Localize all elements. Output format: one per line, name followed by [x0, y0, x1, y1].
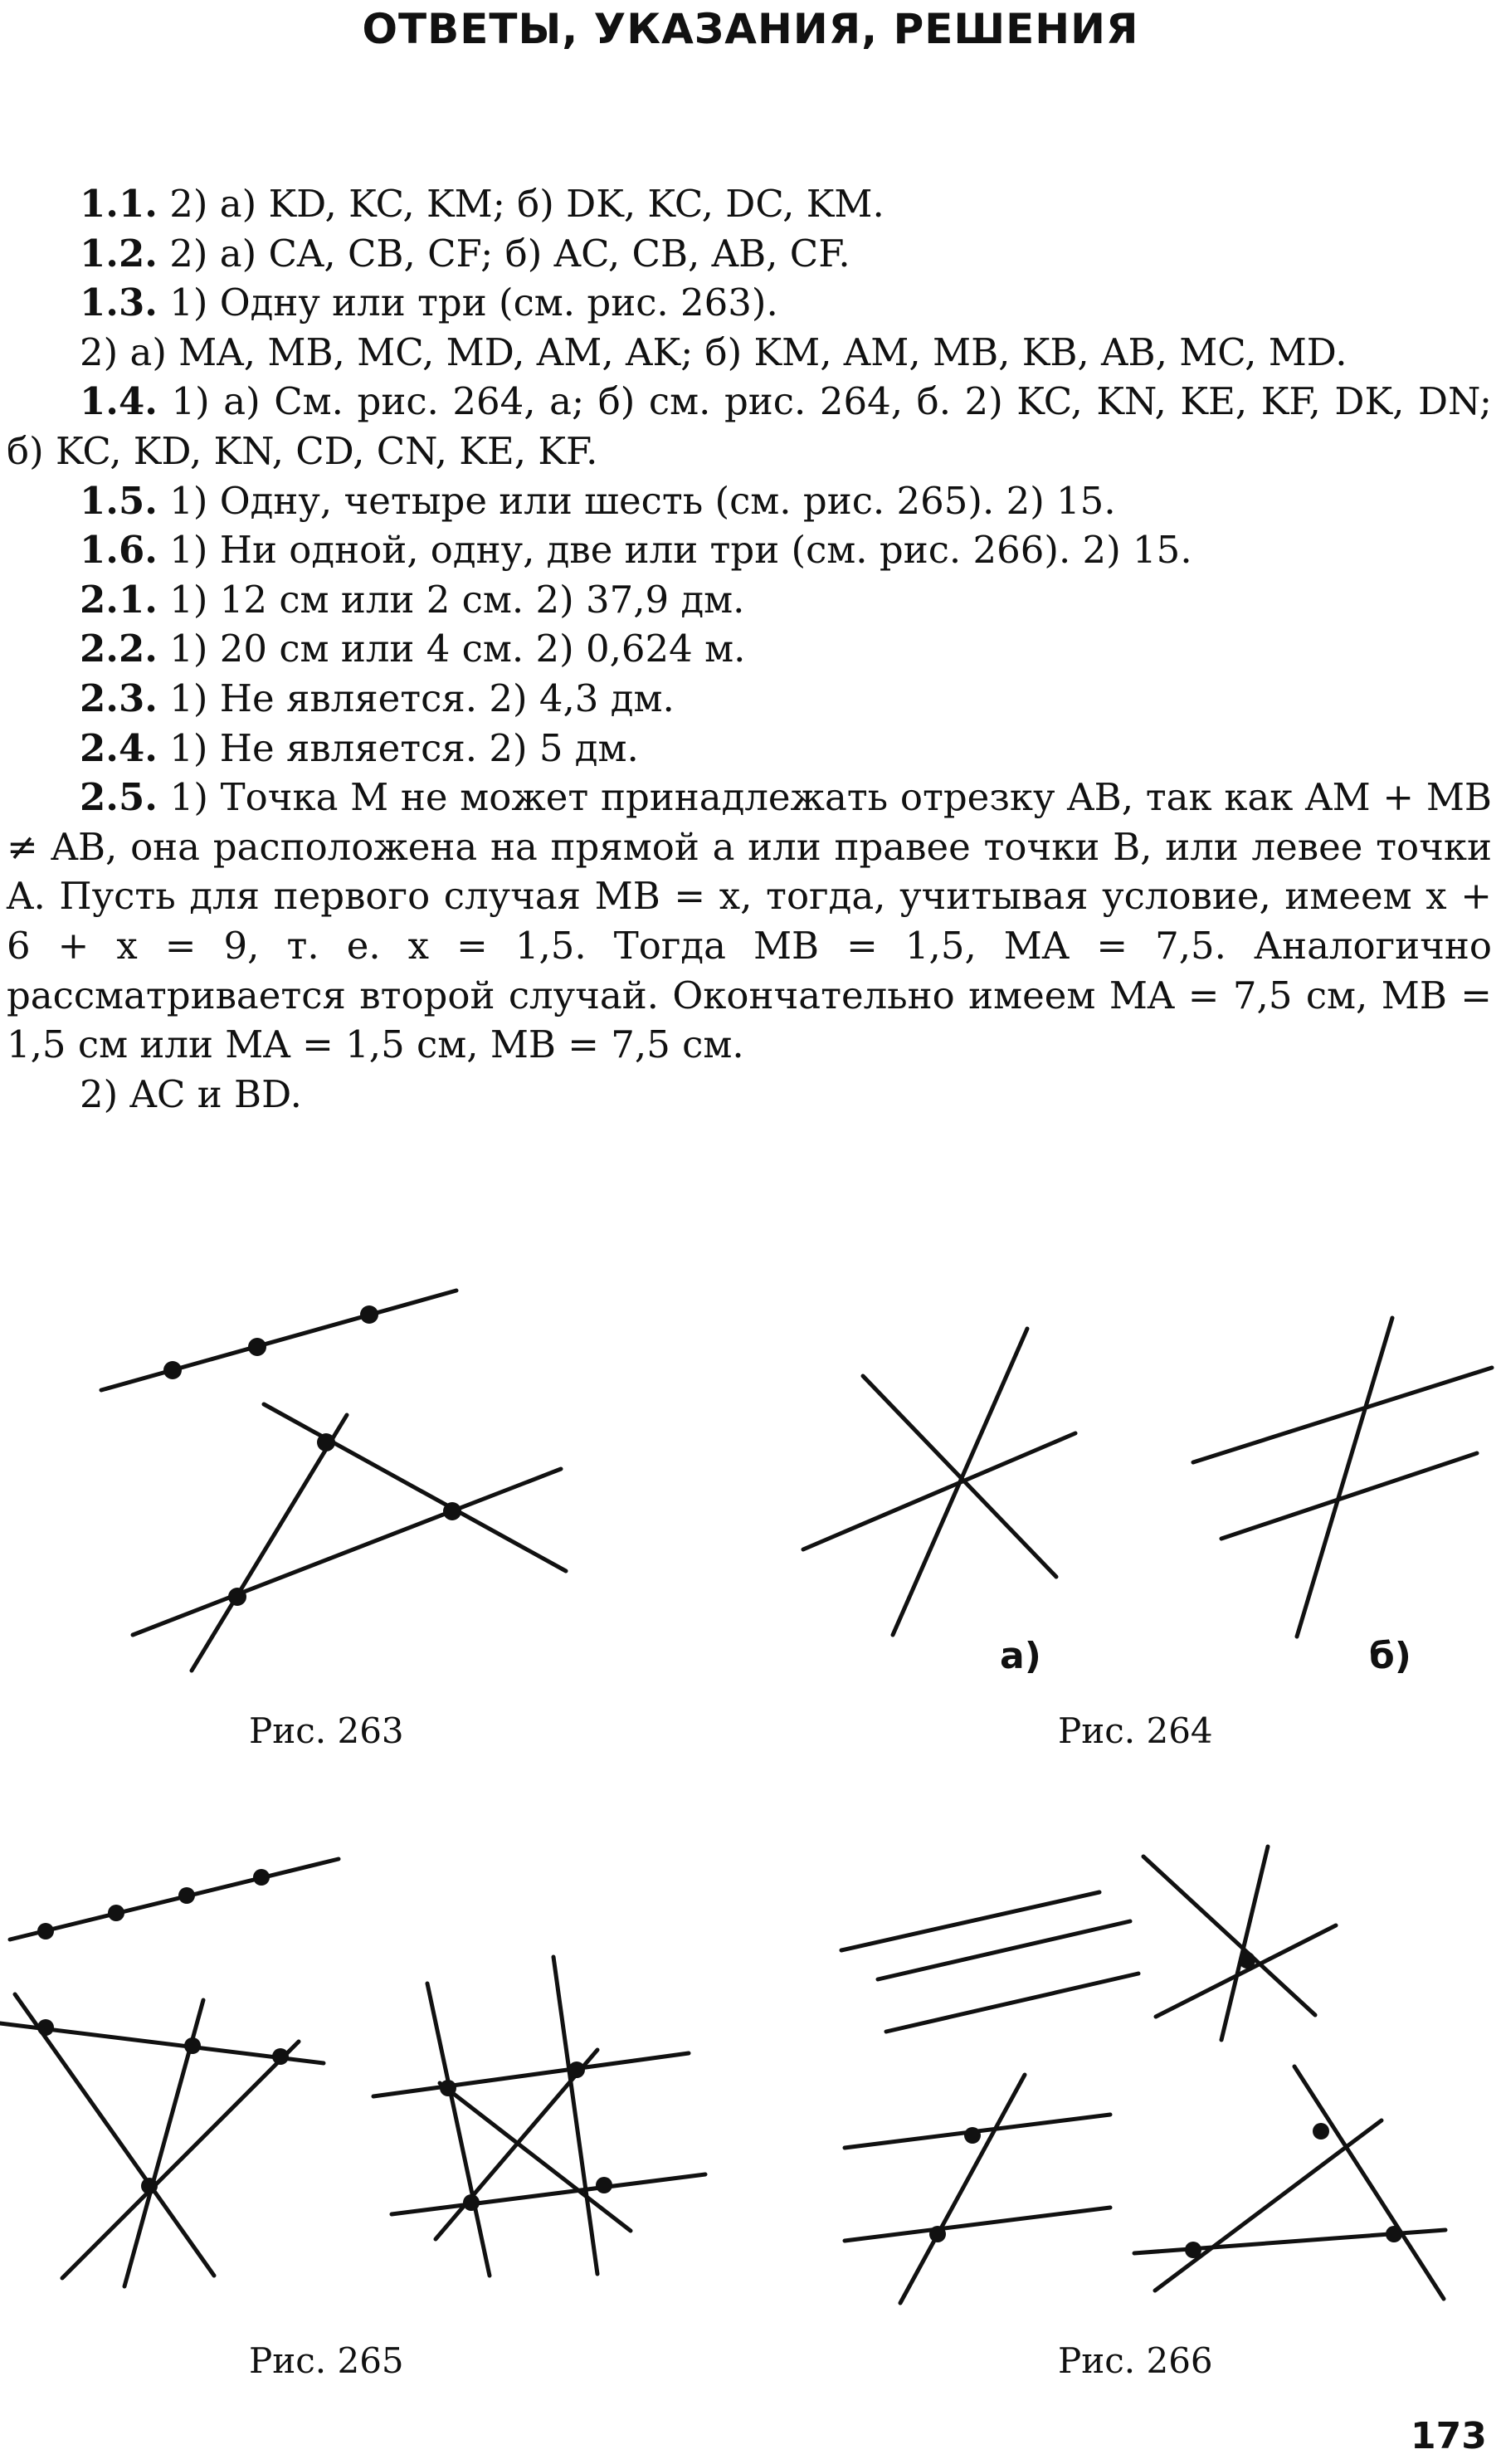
line	[1221, 1847, 1268, 2040]
label-fig-264-b: б)	[1369, 1635, 1411, 1677]
line	[10, 1859, 339, 1939]
answer-text: 1) Одну или три (см. рис. 263).	[169, 281, 778, 325]
point	[141, 2178, 158, 2194]
answer-number: 1.5.	[80, 478, 158, 523]
answer-text: 1) 12 см или 2 см. 2) 37,9 дм.	[169, 577, 745, 622]
point	[272, 2048, 289, 2065]
answer-number: 1.2.	[80, 231, 158, 276]
point	[1386, 2226, 1402, 2242]
answer-number: 2.3.	[80, 676, 158, 720]
point	[440, 2080, 456, 2096]
page-number: 173	[1411, 2415, 1487, 2457]
point	[1313, 2123, 1329, 2140]
point	[568, 2061, 585, 2078]
point	[317, 1433, 335, 1452]
label-fig-264-a: а)	[1000, 1635, 1041, 1677]
line	[1155, 2120, 1382, 2291]
line	[1297, 1318, 1392, 1637]
figure-264-b	[1193, 1318, 1492, 1637]
point	[37, 1923, 54, 1939]
answer-number: 2.5.	[80, 775, 158, 820]
answer-text: 2) а) MA, MB, MC, MD, AM, AK; б) KM, AM, MB, KB, AB, MC, MD.	[80, 329, 1347, 374]
line	[886, 1974, 1138, 2032]
point	[248, 1338, 266, 1356]
line	[264, 1404, 566, 1571]
answer-text: 1) а) См. рис. 264, а; б) см. рис. 264, б. 2) KC, KN, KE, KF, DK, DN; б) KC, KD, KN, CD, CN, KE, KF.	[7, 379, 1492, 473]
answer-text: 1) Не является. 2) 4,3 дм.	[169, 676, 675, 720]
figure-265	[0, 1859, 705, 2286]
answer-text: 1) Не является. 2) 5 дм.	[169, 725, 639, 770]
line	[1193, 1368, 1492, 1462]
line	[878, 1921, 1130, 1979]
line	[427, 1983, 490, 2276]
line	[900, 2075, 1025, 2303]
answer-number: 1.6.	[80, 528, 158, 573]
point	[964, 2127, 981, 2144]
line	[863, 1376, 1056, 1577]
line	[1143, 1857, 1315, 2015]
point	[228, 1588, 246, 1606]
figure-263	[101, 1291, 566, 1671]
answer-number: 2.4.	[80, 725, 158, 770]
line	[192, 1415, 347, 1671]
line	[1294, 2066, 1444, 2299]
point	[1185, 2242, 1201, 2258]
answer-text: 1) Ни одной, одну, две или три (см. рис. 266). 2) 15.	[169, 528, 1192, 573]
line	[553, 1957, 597, 2274]
answer-number: 2.2.	[80, 627, 158, 671]
point	[184, 2037, 201, 2054]
line	[101, 1291, 456, 1390]
point	[360, 1305, 378, 1324]
answer-number: 1.1.	[80, 182, 158, 226]
page-heading: ОТВЕТЫ, УКАЗАНИЯ, РЕШЕНИЯ	[362, 5, 1139, 53]
figure-264-a	[803, 1329, 1075, 1635]
answer-text: 1) 20 см или 4 см. 2) 0,624 м.	[169, 627, 746, 671]
line	[841, 1892, 1099, 1950]
answer-number: 1.3.	[80, 281, 158, 325]
answer-text: 2) а) KD, KC, KM; б) DK, KC, DC, KM.	[169, 182, 885, 226]
point	[163, 1361, 182, 1379]
point	[596, 2177, 612, 2193]
caption-fig-263: Рис. 263	[249, 1710, 404, 1751]
point	[443, 1502, 461, 1520]
line	[133, 1469, 561, 1635]
point	[37, 2019, 54, 2036]
figure-266	[841, 1847, 1445, 2303]
point	[178, 1887, 195, 1904]
point	[463, 2194, 480, 2211]
answer-text: 2) а) CA, CB, CF; б) AC, CB, AB, CF.	[169, 231, 850, 276]
point	[108, 1905, 124, 1921]
line	[373, 2053, 689, 2096]
answer-text: 1) Одну, четыре или шесть (см. рис. 265). 2) 15.	[169, 478, 1116, 523]
point	[1239, 1952, 1255, 1969]
line	[392, 2174, 705, 2214]
caption-fig-266: Рис. 266	[1058, 2340, 1213, 2381]
answer-text: 1) Точка M не может принадлежать отрезку AB, так как AM + MB ≠ AB, она расположена на прямой a или правее точки B, или левее точки A. Пусть для первого случая MB = x, тогда, учитывая условие, имеем x + 6 + x = 9, т. е. x = 1,5. Тогда MB = 1,5, MA = 7,5. Аналогично рассматривается второй случай. Окончательно имеем MA = 7,5 см, MB = 1,5 см или MA = 1,5 см, MB = 7,5 см.	[7, 775, 1492, 1067]
answer-number: 1.4.	[80, 379, 158, 424]
point	[253, 1869, 270, 1886]
answer-number: 2.1.	[80, 577, 158, 622]
caption-fig-264: Рис. 264	[1058, 1710, 1213, 1751]
line	[845, 2208, 1110, 2241]
caption-fig-265: Рис. 265	[249, 2340, 404, 2381]
answer-text: 2) AC и BD.	[80, 1071, 302, 1116]
point	[929, 2226, 946, 2242]
